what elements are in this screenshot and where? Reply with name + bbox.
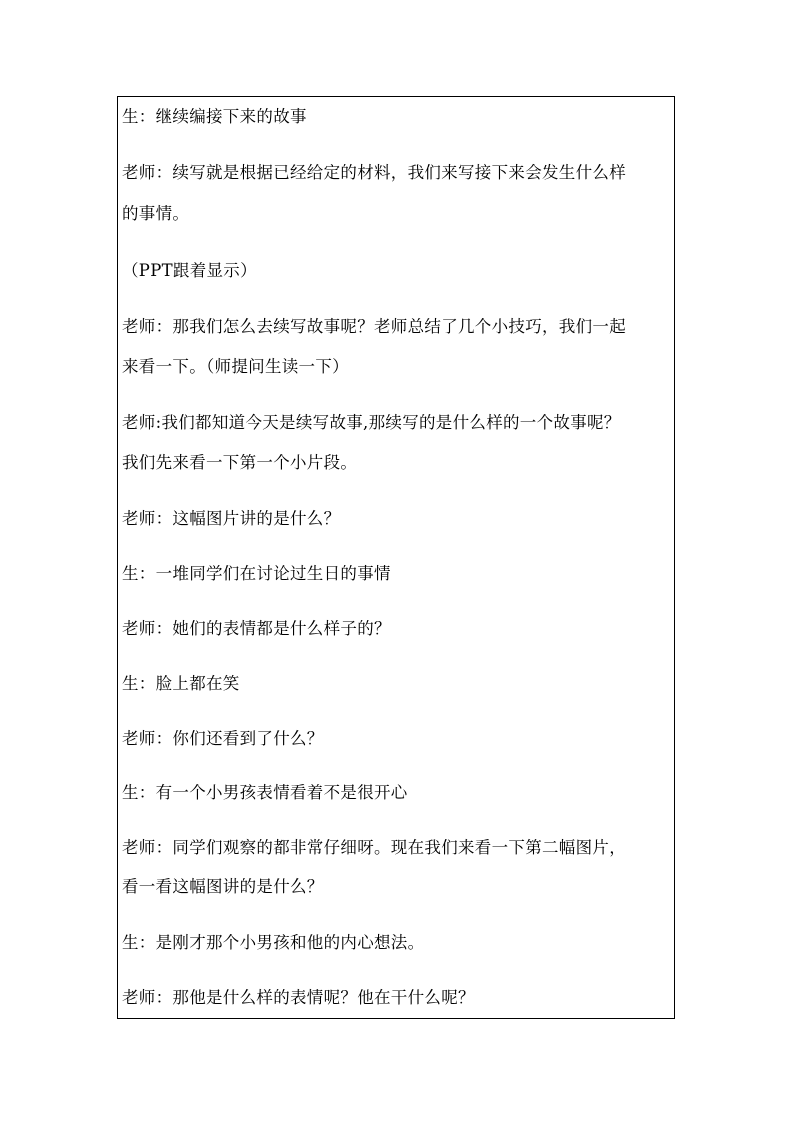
transcript-line: 生：一堆同学们在讨论过生日的事情 bbox=[122, 564, 391, 583]
transcript-line: 老师：这幅图片讲的是什么？ bbox=[122, 509, 341, 528]
transcript-line: 老师：那我们怎么去续写故事呢？老师总结了几个小技巧，我们一起 bbox=[122, 317, 626, 336]
transcript-line: 生：是刚才那个小男孩和他的内心想法。 bbox=[122, 933, 425, 952]
transcript-line: 的事情。 bbox=[122, 204, 190, 223]
transcript-line: 生：继续编接下来的故事 bbox=[122, 107, 307, 126]
transcript-line: 老师：你们还看到了什么？ bbox=[122, 729, 324, 748]
transcript-line: 我们先来看一下第一个小片段。 bbox=[122, 453, 358, 472]
transcript-line: 来看一下。（师提问生读一下） bbox=[122, 357, 349, 376]
transcript-line: 老师：那他是什么样的表情呢？他在干什么呢？ bbox=[122, 988, 475, 1007]
transcript-line: 生：脸上都在笑 bbox=[122, 674, 240, 693]
transcript-line: 老师：同学们观察的都非常仔细呀。现在我们来看一下第二幅图片， bbox=[122, 838, 626, 857]
transcript-table-cell bbox=[117, 96, 675, 1019]
transcript-line: 老师：续写就是根据已经给定的材料，我们来写接下来会发生什么样 bbox=[122, 163, 626, 182]
transcript-line: （PPT跟着显示） bbox=[122, 261, 257, 280]
transcript-line: 看一看这幅图讲的是什么？ bbox=[122, 877, 324, 896]
transcript-line: 生：有一个小男孩表情看着不是很开心 bbox=[122, 783, 408, 802]
transcript-line: 老师：她们的表情都是什么样子的？ bbox=[122, 619, 391, 638]
transcript-line: 老师:我们都知道今天是续写故事,那续写的是什么样的一个故事呢？ bbox=[122, 413, 621, 432]
